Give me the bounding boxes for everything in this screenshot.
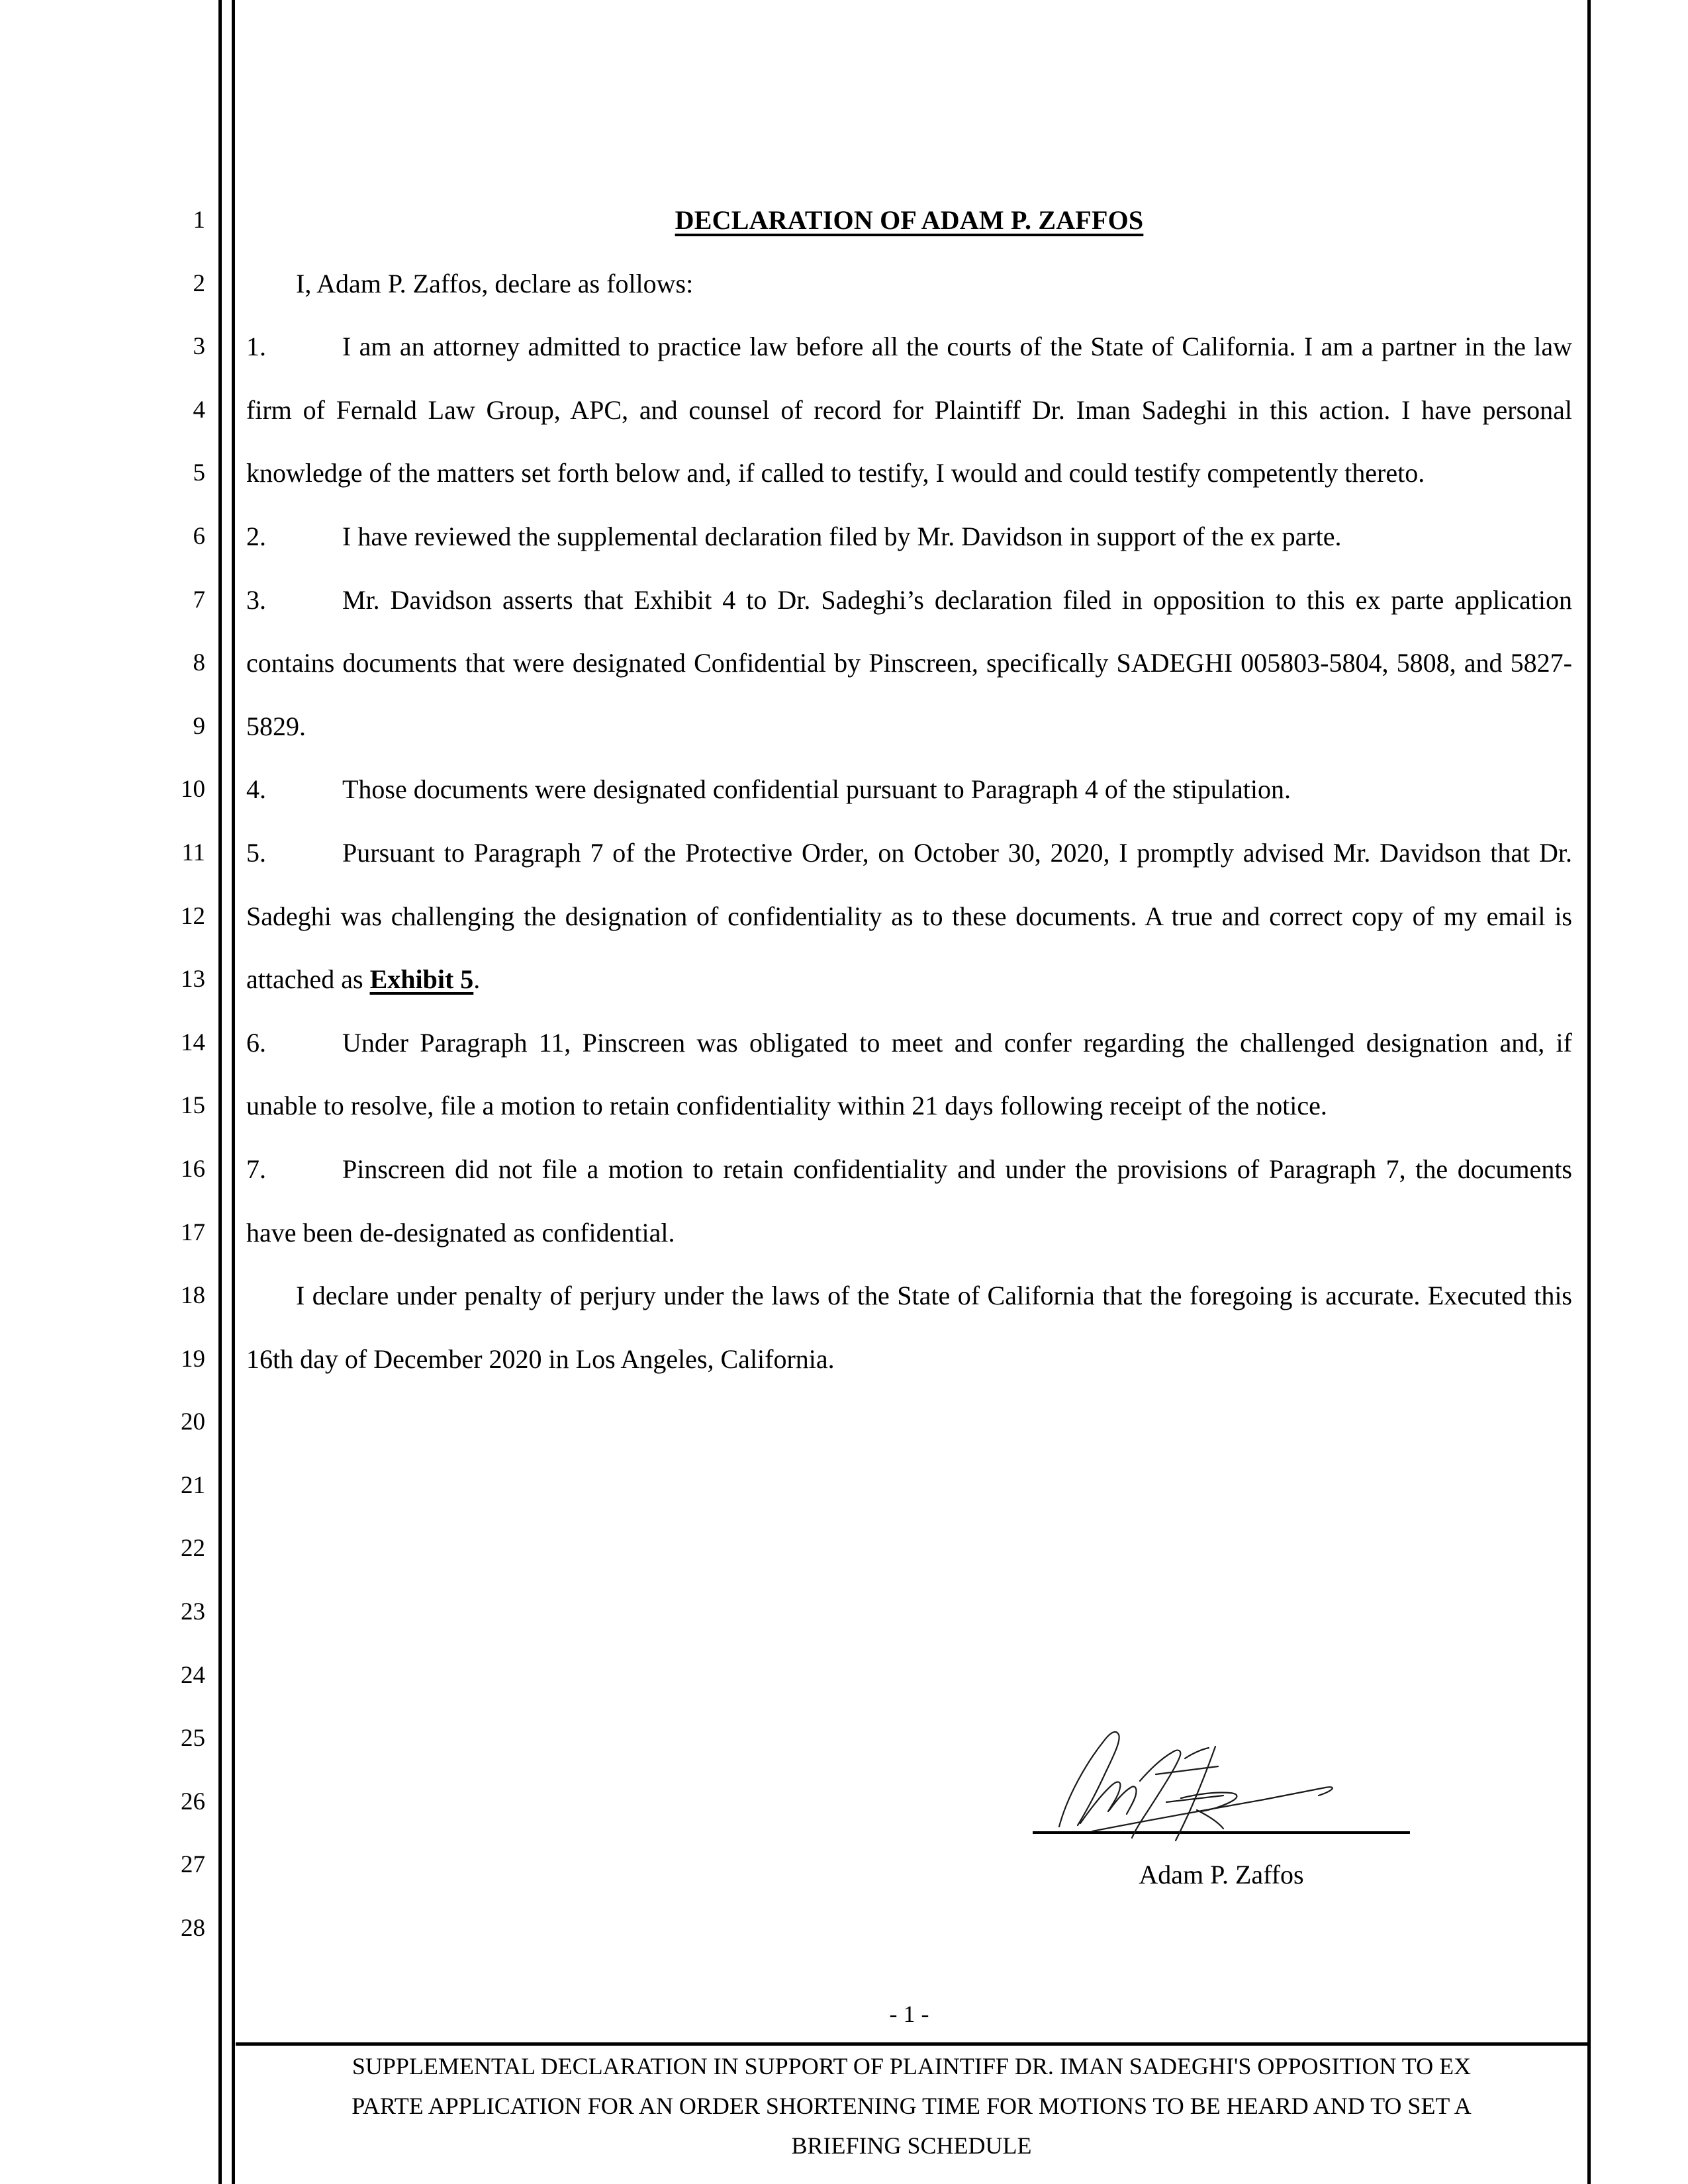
footer-caption-line-1: SUPPLEMENTAL DECLARATION IN SUPPORT OF PLAINTIFF DR. IMAN SADEGHI'S OPPOSITION TO EX — [352, 2053, 1472, 2079]
line-number: 16 — [181, 1155, 205, 1183]
paragraph-2-number: 2. — [246, 521, 266, 551]
pleading-rule-left-inner — [232, 0, 235, 2184]
paragraph-3 — [246, 569, 1572, 758]
declaration-intro-text: I, Adam P. Zaffos, declare as follows: — [296, 268, 694, 298]
line-number: 11 — [181, 839, 205, 866]
perjury-statement-text: I declare under penalty of perjury under the laws of the State of California that the foregoing is accurate. Executed this 16th day of December 2020 in Los Angeles, California. — [246, 1281, 1572, 1374]
signature-mark — [1033, 1717, 1443, 1837]
line-number: 8 — [193, 649, 205, 677]
paragraph-1-text: I am an attorney admitted to practice law before all the courts of the State of California. I am a partner in the law firm of Fernald Law Group, APC, and counsel of record for Plaintiff Dr. Iman Sadeghi in this action. I have personal knowledge of the matters set forth below and, if called to testify, I would and could testify competently thereto. — [246, 332, 1572, 488]
paragraph-1-number: 1. — [246, 332, 266, 362]
signature-block — [1033, 1717, 1443, 1907]
line-number: 21 — [181, 1471, 205, 1499]
line-number: 7 — [193, 586, 205, 614]
line-number: 3 — [193, 333, 205, 361]
line-number: 17 — [181, 1218, 205, 1246]
line-number: 22 — [181, 1535, 205, 1563]
line-number: 1 — [193, 206, 205, 234]
line-number: 12 — [181, 902, 205, 930]
line-number: 24 — [181, 1661, 205, 1689]
paragraph-5-number: 5. — [246, 837, 266, 868]
line-number: 2 — [193, 269, 205, 297]
paragraph-6-number: 6. — [246, 1027, 266, 1058]
line-number: 5 — [193, 459, 205, 487]
line-number: 13 — [181, 966, 205, 993]
signatory-name: Adam P. Zaffos — [1139, 1860, 1304, 1889]
line-number: 27 — [181, 1851, 205, 1879]
line-number: 9 — [193, 712, 205, 740]
perjury-statement — [246, 1264, 1572, 1390]
line-number: 23 — [181, 1598, 205, 1626]
document-body — [246, 189, 1572, 1390]
pleading-rule-left-outer — [218, 0, 222, 2184]
paragraph-4-number: 4. — [246, 774, 266, 805]
document-title-text: DECLARATION OF ADAM P. ZAFFOS — [675, 205, 1144, 235]
page-number: - 1 - — [889, 2001, 929, 2027]
paragraph-3-text: Mr. Davidson asserts that Exhibit 4 to Dr. Sadeghi’s declaration filed in opposition to this ex parte application contains documents that were designated Confidential by Pinscreen, specifically SADEGHI 005803-5804, 5808, and 5827-5829. — [246, 584, 1572, 741]
paragraph-5-text-after: . — [473, 964, 481, 995]
declaration-intro — [246, 252, 1572, 316]
exhibit-5-reference: Exhibit 5 — [369, 964, 474, 995]
line-number: 14 — [181, 1028, 205, 1056]
line-number: 28 — [181, 1915, 205, 1942]
paragraph-5-text-before: Pursuant to Paragraph 7 of the Protective Order, on October 30, 2020, I promptly advised Mr. Davidson that Dr. Sadeghi was challenging the designation of confidentiality as to these documents. A true and correct copy of my email is attached as — [246, 837, 1572, 995]
paragraph-7-number: 7. — [246, 1154, 266, 1184]
line-number: 19 — [181, 1345, 205, 1373]
footer-caption-line-2: PARTE APPLICATION FOR AN ORDER SHORTENING TIME FOR MOTIONS TO BE HEARD AND TO SET A — [352, 2093, 1472, 2119]
line-number: 25 — [181, 1725, 205, 1752]
footer-caption-line-3: BRIEFING SCHEDULE — [791, 2132, 1032, 2159]
line-number: 26 — [181, 1788, 205, 1815]
line-number: 6 — [193, 522, 205, 550]
paragraph-7 — [246, 1138, 1572, 1264]
handwritten-signature-icon — [1019, 1717, 1390, 1850]
line-number: 10 — [181, 776, 205, 803]
paragraph-6 — [246, 1011, 1572, 1138]
footer-caption — [246, 2046, 1577, 2165]
pleading-rule-right — [1587, 0, 1591, 2184]
paragraph-4 — [246, 758, 1572, 821]
line-number: 20 — [181, 1408, 205, 1436]
paragraph-5 — [246, 821, 1572, 1011]
footer-divider — [236, 2042, 1587, 2046]
line-number: 4 — [193, 396, 205, 424]
paragraph-2 — [246, 505, 1572, 569]
paragraph-3-number: 3. — [246, 584, 266, 615]
line-number-column — [165, 189, 205, 1960]
paragraph-4-text: Those documents were designated confidential pursuant to Paragraph 4 of the stipulation. — [342, 774, 1291, 805]
paragraph-7-text: Pinscreen did not file a motion to retain confidentiality and under the provisions of Paragraph 7, the documents have been de-designated as confidential. — [246, 1154, 1572, 1248]
paragraph-2-text: I have reviewed the supplemental declaration filed by Mr. Davidson in support of the ex parte. — [342, 521, 1342, 551]
paragraph-6-text: Under Paragraph 11, Pinscreen was obligated to meet and confer regarding the challenged designation and, if unable to resolve, file a motion to retain confidentiality within 21 days following receipt of the notice. — [246, 1027, 1572, 1121]
line-number: 15 — [181, 1092, 205, 1120]
paragraph-1 — [246, 315, 1572, 505]
document-title — [246, 189, 1572, 252]
line-number: 18 — [181, 1282, 205, 1310]
